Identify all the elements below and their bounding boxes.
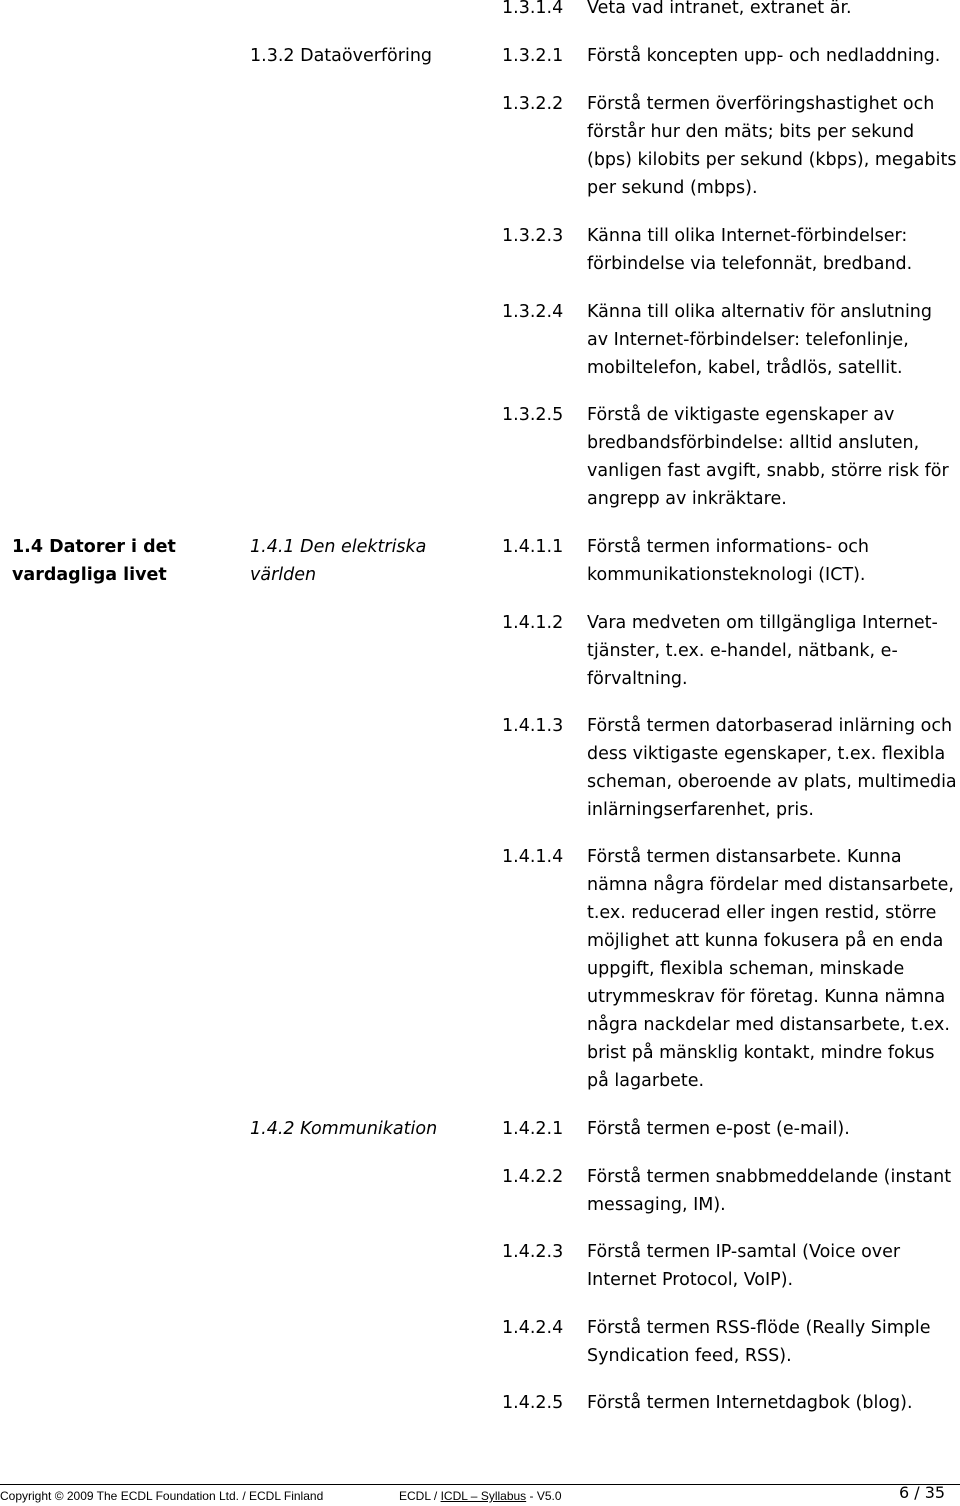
ref-1-4-2-5: 1.4.2.5 — [502, 1393, 564, 1413]
skill-set-1-4-2: 1.4.2 Kommunikation — [250, 1119, 438, 1139]
footer-copyright: Copyright © 2009 The ECDL Foundation Ltd. / ECDL Finland — [0, 1489, 324, 1503]
ref-1-4-2-1: 1.4.2.1 — [502, 1119, 564, 1139]
skill-set-1-3-2: 1.3.2 Dataöverföring — [250, 46, 433, 66]
footer-page-number: 6 / 35 — [899, 1483, 946, 1502]
item-1-4-2-5: Förstå termen Internetdagbok (blog). — [587, 1393, 913, 1413]
item-1-4-2-4: Förstå termen RSS-flöde (Really Simple Syndication feed, RSS). — [587, 1318, 931, 1366]
ref-1-4-1-1: 1.4.1.1 — [502, 537, 564, 557]
item-1-3-2-4: Känna till olika alternativ för anslutning av Internet-förbindelser: telefonlinje, mobiltelefon, kabel, trådlös, satellit. — [587, 302, 933, 378]
item-1-4-1-1: Förstå termen informations- och kommunikationsteknologi (ICT). — [587, 537, 870, 585]
item-1-3-1-4: Veta vad intranet, extranet är. — [587, 0, 852, 18]
footer-syllabus-version: - V5.0 — [526, 1489, 562, 1503]
footer-syllabus — [399, 1486, 562, 1506]
item-1-3-2-3: Känna till olika Internet-förbindelser: förbindelse via telefonnät, bredband. — [587, 226, 913, 274]
skill-set-1-4-1: 1.4.1 Den elektriska världen — [250, 537, 427, 585]
category-1-4: 1.4 Datorer i det vardagliga livet — [12, 537, 176, 585]
item-1-4-1-4: Förstå termen distansarbete. Kunna nämna några fördelar med distansarbete, t.ex. reducerad eller ingen restid, större möjlighet att kunna fokusera på en enda uppgift, flexibla scheman, minskade utrymmeskrav för företag. Kunna nämna några nackdelar med distansarbete, t.ex. brist på mänsklig kontakt, mindre fokus på lagarbete. — [587, 847, 954, 1091]
item-1-4-2-3: Förstå termen IP-samtal (Voice over Internet Protocol, VoIP). — [587, 1242, 901, 1290]
item-1-3-2-2: Förstå termen överföringshastighet och förstår hur den mäts; bits per sekund (bps) kilobits per sekund (kbps), megabits per sekund (mbps). — [587, 94, 957, 198]
ref-1-4-1-4: 1.4.1.4 — [502, 847, 564, 867]
ref-1-4-1-2: 1.4.1.2 — [502, 613, 564, 633]
ref-1-4-2-2: 1.4.2.2 — [502, 1167, 564, 1187]
ref-1-3-2-4: 1.3.2.4 — [502, 302, 564, 322]
page-footer — [0, 1484, 960, 1506]
ref-1-4-1-3: 1.4.1.3 — [502, 716, 564, 736]
ref-1-4-2-3: 1.4.2.3 — [502, 1242, 564, 1262]
item-1-4-2-2: Förstå termen snabbmeddelande (instant messaging, IM). — [587, 1167, 952, 1215]
item-1-3-2-1: Förstå koncepten upp- och nedladdning. — [587, 46, 941, 66]
item-1-4-1-2: Vara medveten om tillgängliga Internet-tjänster, t.ex. e-handel, nätbank, e-förvaltning. — [587, 613, 938, 689]
item-1-4-2-1: Förstå termen e-post (e-mail). — [587, 1119, 850, 1139]
item-1-4-1-3: Förstå termen datorbaserad inlärning och dess viktigaste egenskaper, t.ex. flexibla scheman, oberoende av plats, multimedia inlärningserfarenhet, pris. — [587, 716, 957, 820]
item-1-3-2-5: Förstå de viktigaste egenskaper av bredbandsförbindelse: alltid ansluten, vanligen fast avgift, snabb, större risk för angrepp av inkräktare. — [587, 405, 949, 509]
ref-1-3-1-4: 1.3.1.4 — [502, 0, 564, 18]
ref-1-3-2-2: 1.3.2.2 — [502, 94, 564, 114]
ref-1-3-2-3: 1.3.2.3 — [502, 226, 564, 246]
footer-syllabus-prefix: ECDL / — [399, 1489, 441, 1503]
ref-1-3-2-5: 1.3.2.5 — [502, 405, 564, 425]
footer-syllabus-link: ICDL – Syllabus — [440, 1489, 527, 1503]
ref-1-3-2-1: 1.3.2.1 — [502, 46, 564, 66]
ref-1-4-2-4: 1.4.2.4 — [502, 1318, 564, 1338]
